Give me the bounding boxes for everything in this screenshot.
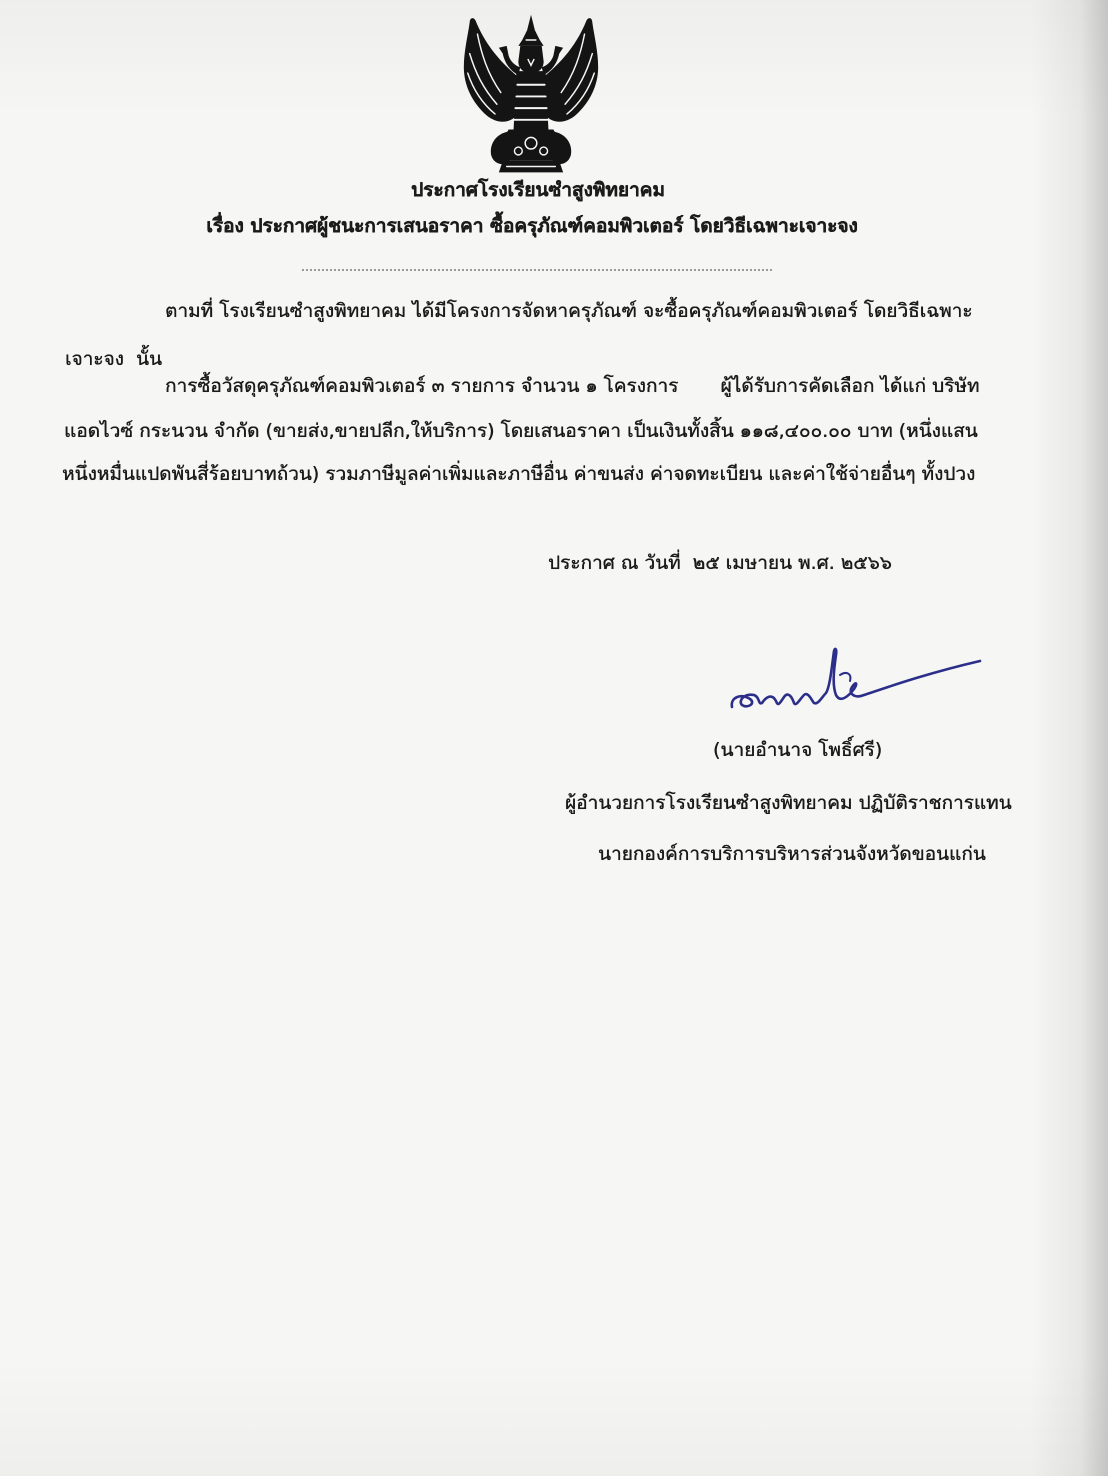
announcement-date: ประกาศ ณ วันที่ ๒๕ เมษายน พ.ศ. ๒๕๖๖ [548,552,892,574]
signer-position: ผู้อำนวยการโรงเรียนซำสูงพิทยาคม ปฏิบัติราชการแทน [565,792,1012,814]
garuda-emblem-icon [458,14,604,176]
paragraph-line: เจาะจง นั้น [65,348,162,370]
signer-on-behalf-of: นายกองค์การบริการบริหารส่วนจังหวัดขอนแก่น [598,843,986,865]
signer-name: (นายอำนาจ โพธิ์ศรี) [713,739,883,761]
paragraph-line: ตามที่ โรงเรียนซำสูงพิทยาคม ได้มีโครงการจัดหาครุภัณฑ์ จะซื้อครุภัณฑ์คอมพิวเตอร์ โดยวิธีเฉพาะ [165,300,973,322]
document-subject: เรื่อง ประกาศผู้ชนะการเสนอราคา ซื้อครุภัณฑ์คอมพิวเตอร์ โดยวิธีเฉพาะเจาะจง [206,215,858,237]
paragraph-line: การซื้อวัสดุครุภัณฑ์คอมพิวเตอร์ ๓ รายการ จำนวน ๑ โครงการ ผู้ได้รับการคัดเลือก ได้แก่ บริษัท [165,375,980,397]
paragraph-line: หนึ่งหมื่นแปดพันสี่ร้อยบาทถ้วน) รวมภาษีมูลค่าเพิ่มและภาษีอื่น ค่าขนส่ง ค่าจดทะเบียน และค่าใช้จ่ายอื่นๆ ทั้งปวง [62,463,976,485]
handwritten-signature [728,645,983,720]
paragraph-line: แอดไวซ์ กระนวน จำกัด (ขายส่ง,ขายปลีก,ให้บริการ) โดยเสนอราคา เป็นเงินทั้งสิ้น ๑๑๘,๔๐๐.๐๐ บาท (หนึ่งแสน [64,420,978,442]
document-title: ประกาศโรงเรียนซำสูงพิทยาคม [411,179,665,201]
dotted-separator [302,269,772,271]
